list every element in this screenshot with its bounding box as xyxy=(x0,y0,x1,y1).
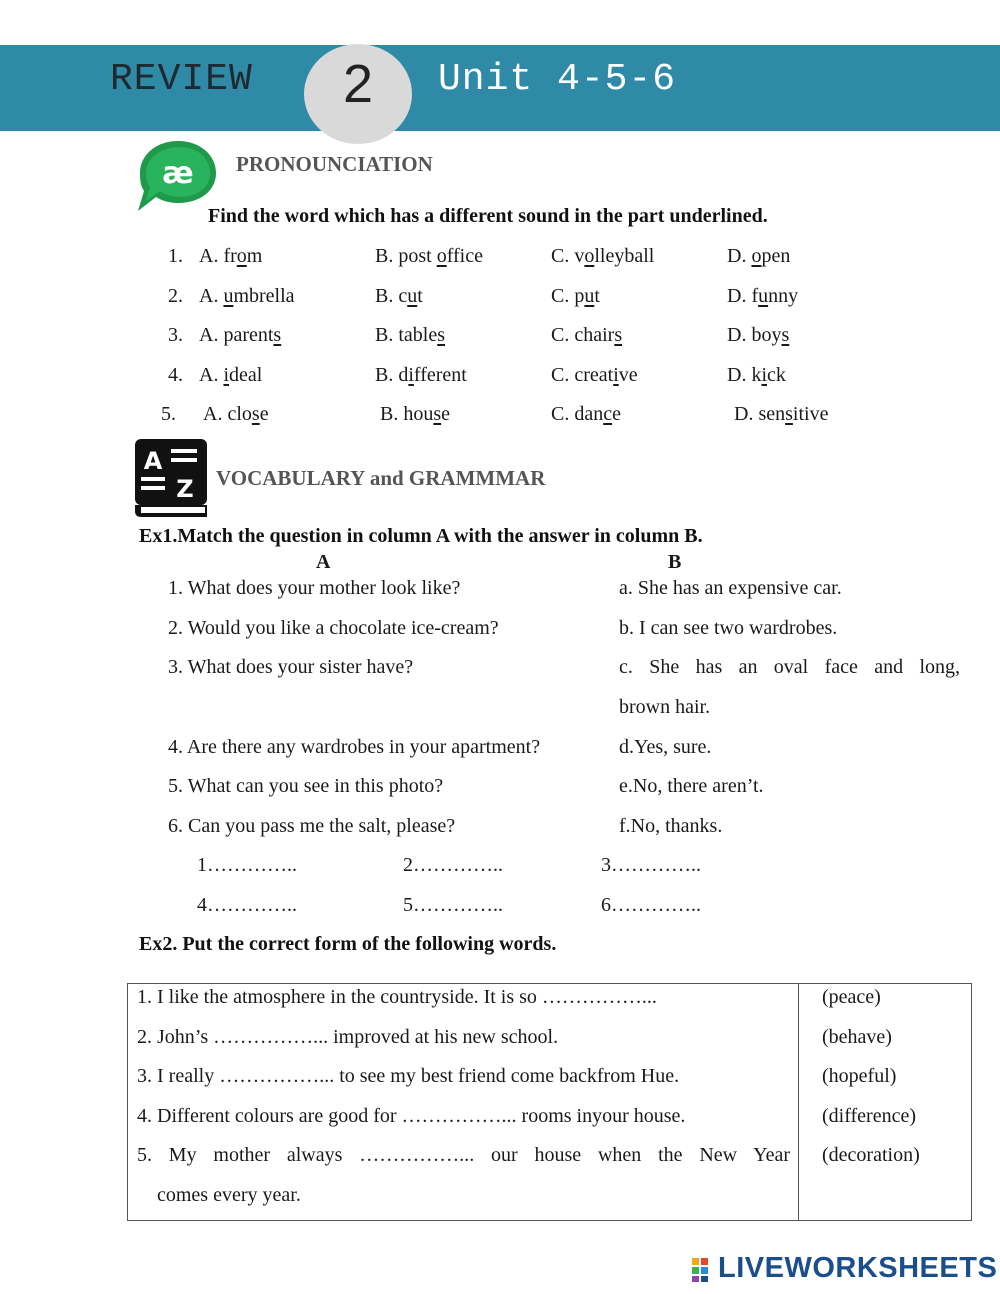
answer-blank[interactable]: 1………….. xyxy=(197,854,297,876)
column-a-header: A xyxy=(316,551,331,573)
match-answer: e.No, there aren’t. xyxy=(619,775,764,797)
option-text: D. f xyxy=(727,285,759,307)
option-text: deal xyxy=(229,364,263,386)
underlined-sound: o xyxy=(436,245,447,267)
underlined-sound: s xyxy=(781,324,790,346)
ex2-word-hint: (behave) xyxy=(822,1026,892,1048)
ae-glyph: æ xyxy=(162,156,194,191)
answer-option xyxy=(551,285,600,308)
ex2-instruction: Ex2. Put the correct form of the following words. xyxy=(139,933,557,955)
underlined-sound: s xyxy=(437,324,446,346)
answer-option xyxy=(727,285,798,308)
answer-option xyxy=(203,403,269,426)
ex2-sentence: 2. John’s ……………... improved at his new school. xyxy=(137,1026,559,1048)
underlined-sound: i xyxy=(613,364,619,386)
ex2-sentence: 3. I really ……………... to see my best friend come backfrom Hue. xyxy=(137,1065,680,1087)
question-number: 1. xyxy=(168,245,183,267)
match-answer: b. I can see two wardrobes. xyxy=(619,617,838,639)
ex2-sentence: 1. I like the atmosphere in the countryside. It is so ……………... xyxy=(137,986,657,1008)
option-text: pen xyxy=(761,245,791,267)
option-text: ck xyxy=(767,364,786,386)
underlined-sound: o xyxy=(751,245,762,267)
answer-option xyxy=(727,245,790,268)
option-text: B. c xyxy=(375,285,408,307)
option-text: itive xyxy=(792,403,829,425)
match-answer: f.No, thanks. xyxy=(619,815,723,837)
liveworksheets-logo-mark xyxy=(692,1258,718,1282)
letter-z: Z xyxy=(176,475,194,503)
ex2-word-hint: (hopeful) xyxy=(822,1065,897,1087)
answer-option xyxy=(375,285,423,308)
option-text: e xyxy=(259,403,269,425)
option-text: nny xyxy=(768,285,799,307)
match-answer: brown hair. xyxy=(619,696,711,718)
option-text: D. k xyxy=(727,364,762,386)
option-text: A. xyxy=(199,285,224,307)
liveworksheets-logo: LIVEWORKSHEETS xyxy=(718,1252,998,1284)
ex1-instruction: Ex1.Match the question in column A with the answer in column B. xyxy=(139,525,703,547)
option-text: C. creat xyxy=(551,364,614,386)
ex2-sentence: 4. Different colours are good for ……………... rooms inyour house. xyxy=(137,1105,686,1127)
option-text: D. xyxy=(727,245,752,267)
option-text: fferent xyxy=(413,364,467,386)
underlined-sound: i xyxy=(761,364,768,386)
answer-option xyxy=(199,245,262,268)
answer-option xyxy=(380,403,450,426)
option-text: B. post xyxy=(375,245,437,267)
underlined-sound: u xyxy=(223,285,234,307)
option-text: D. sen xyxy=(734,403,786,425)
unit-title: Unit 4-5-6 xyxy=(438,58,677,101)
option-text: C. dan xyxy=(551,403,604,425)
option-text: D. boy xyxy=(727,324,782,346)
option-text: C. chair xyxy=(551,324,615,346)
ex2-sentence: 5. My mother always ……………... our house when the New Year xyxy=(137,1144,790,1166)
underlined-sound: s xyxy=(614,324,623,346)
underlined-sound: s xyxy=(251,403,260,425)
match-answer: a. She has an expensive car. xyxy=(619,577,842,599)
answer-option xyxy=(375,245,483,268)
underlined-sound: u xyxy=(584,285,595,307)
ex2-table-divider xyxy=(798,983,799,1221)
match-question: 5. What can you see in this photo? xyxy=(168,775,444,797)
option-text: A. clo xyxy=(203,403,252,425)
answer-option xyxy=(375,324,445,347)
underlined-sound: i xyxy=(223,364,230,386)
match-question: 2. Would you like a chocolate ice-cream? xyxy=(168,617,499,639)
option-text: A. parent xyxy=(199,324,274,346)
match-answer: d.Yes, sure. xyxy=(619,736,712,758)
option-text: e xyxy=(441,403,451,425)
letter-a: A xyxy=(143,447,163,475)
underlined-sound: u xyxy=(407,285,418,307)
option-text: t xyxy=(594,285,600,307)
underlined-sound: s xyxy=(785,403,793,425)
match-answer: c. She has an oval face and long, xyxy=(619,656,960,678)
option-text: A. fr xyxy=(199,245,237,267)
ex2-word-hint: (difference) xyxy=(822,1105,917,1127)
answer-option xyxy=(727,324,789,347)
question-number: 4. xyxy=(168,364,183,386)
option-text: ve xyxy=(618,364,638,386)
answer-option xyxy=(551,364,638,387)
match-question: 6. Can you pass me the salt, please? xyxy=(168,815,456,837)
option-text: B. hou xyxy=(380,403,434,425)
dictionary-icon xyxy=(133,437,209,519)
answer-option xyxy=(727,364,786,387)
ex2-word-hint: (peace) xyxy=(822,986,881,1008)
answer-blank[interactable]: 2………….. xyxy=(403,854,503,876)
match-question: 3. What does your sister have? xyxy=(168,656,414,678)
option-text: ffice xyxy=(446,245,483,267)
underlined-sound: c xyxy=(603,403,613,425)
review-number-badge xyxy=(304,44,412,144)
pronunciation-title: PRONOUNCIATION xyxy=(236,152,433,176)
review-label: REVIEW xyxy=(110,58,253,101)
pronunciation-instruction: Find the word which has a different sound in the part underlined. xyxy=(208,205,768,227)
ex2-word-hint: (decoration) xyxy=(822,1144,920,1166)
answer-blank[interactable]: 6………….. xyxy=(601,894,701,916)
review-number: 2 xyxy=(342,54,374,114)
match-question: 1. What does your mother look like? xyxy=(168,577,461,599)
answer-option xyxy=(734,403,828,426)
answer-option xyxy=(551,245,654,268)
underlined-sound: u xyxy=(758,285,769,307)
option-text: B. d xyxy=(375,364,409,386)
question-number: 3. xyxy=(168,324,183,346)
option-text: e xyxy=(612,403,621,425)
ex2-sentence: comes every year. xyxy=(157,1184,301,1206)
answer-blank[interactable]: 4………….. xyxy=(197,894,297,916)
underlined-sound: o xyxy=(236,245,247,267)
answer-option xyxy=(199,324,281,347)
answer-option xyxy=(199,364,262,387)
answer-option xyxy=(551,324,622,347)
underlined-sound: o xyxy=(584,245,595,267)
question-number: 5. xyxy=(161,403,176,425)
answer-option xyxy=(551,403,621,426)
option-text: lleyball xyxy=(594,245,655,267)
underlined-sound: s xyxy=(433,403,442,425)
vocab-title: VOCABULARY and GRAMMMAR xyxy=(216,466,546,490)
underlined-sound: i xyxy=(408,364,414,386)
answer-blank[interactable]: 3………….. xyxy=(601,854,701,876)
question-number: 2. xyxy=(168,285,183,307)
option-text: C. p xyxy=(551,285,585,307)
answer-option xyxy=(375,364,467,387)
option-text: C. v xyxy=(551,245,585,267)
option-text: A. xyxy=(199,364,224,386)
option-text: B. table xyxy=(375,324,438,346)
option-text: t xyxy=(417,285,423,307)
option-text: mbrella xyxy=(233,285,295,307)
answer-blank[interactable]: 5………….. xyxy=(403,894,503,916)
speech-bubble-icon xyxy=(134,137,220,215)
match-question: 4. Are there any wardrobes in your apartment? xyxy=(168,736,541,758)
column-b-header: B xyxy=(668,551,682,573)
option-text: m xyxy=(246,245,263,267)
answer-option xyxy=(199,285,295,308)
underlined-sound: s xyxy=(273,324,282,346)
